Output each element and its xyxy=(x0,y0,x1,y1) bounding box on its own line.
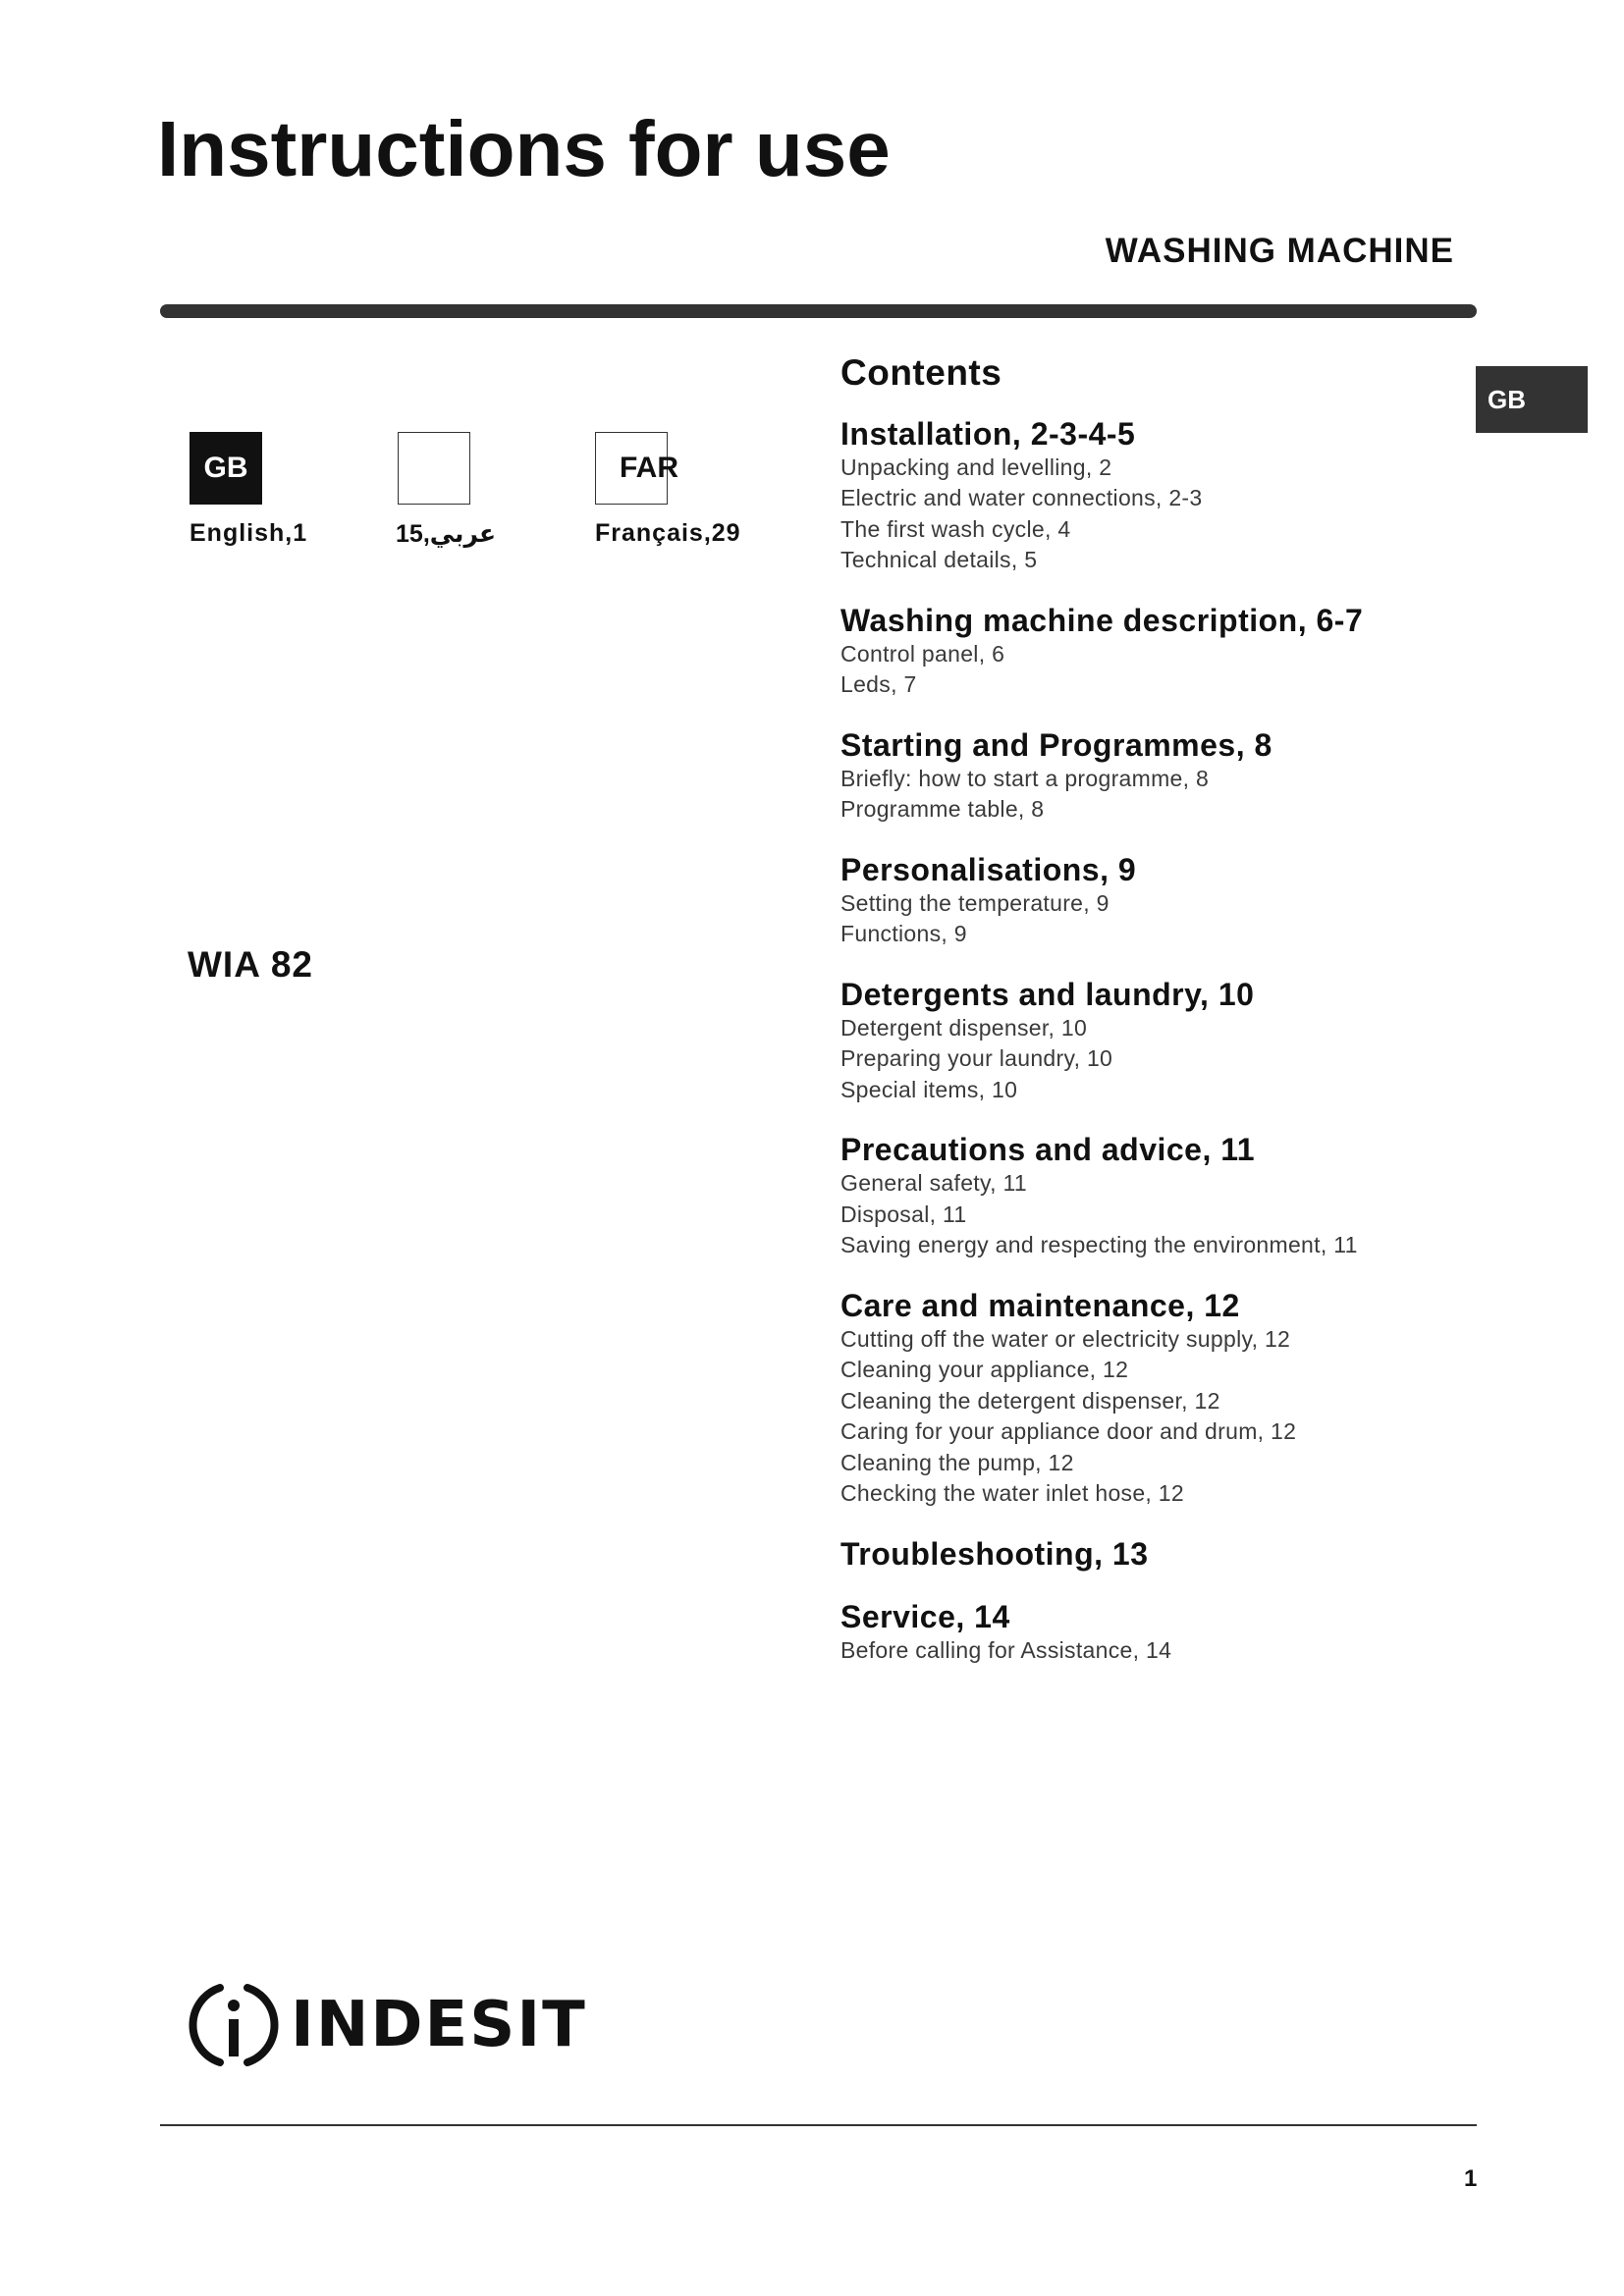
toc-item[interactable]: Control panel, 6 xyxy=(840,640,1005,667)
toc-section xyxy=(840,726,1469,826)
toc-section-title[interactable]: Personalisations, 9 xyxy=(840,851,1137,887)
toc-section xyxy=(840,1535,1469,1573)
language-box-far[interactable]: FAR xyxy=(595,432,668,505)
toc-section-title[interactable]: Troubleshooting, 13 xyxy=(840,1535,1149,1572)
language-label-arabic[interactable]: عربي,15 xyxy=(396,520,497,548)
toc-section-title[interactable]: Precautions and advice, 11 xyxy=(840,1132,1256,1168)
toc-item[interactable]: Special items, 10 xyxy=(840,1076,1018,1102)
header-divider xyxy=(160,304,1477,318)
logo-wordmark: INDESIT xyxy=(291,1989,587,2061)
toc-item[interactable]: Saving energy and respecting the environment, 11 xyxy=(840,1232,1358,1258)
table-of-contents xyxy=(840,353,1469,1691)
indesit-logo-icon xyxy=(187,1976,281,2074)
toc-item[interactable]: Detergent dispenser, 10 xyxy=(840,1014,1088,1041)
toc-section xyxy=(840,851,1469,950)
toc-section-title[interactable]: Care and maintenance, 12 xyxy=(840,1287,1240,1323)
toc-section xyxy=(840,1598,1469,1667)
toc-item[interactable]: Leds, 7 xyxy=(840,671,917,698)
page-number: 1 xyxy=(1464,2165,1478,2192)
toc-item[interactable]: Before calling for Assistance, 14 xyxy=(840,1636,1172,1663)
toc-item[interactable]: Programme table, 8 xyxy=(840,796,1045,823)
toc-item[interactable]: Unpacking and levelling, 2 xyxy=(840,454,1112,480)
toc-item[interactable]: Briefly: how to start a programme, 8 xyxy=(840,765,1210,791)
brand-logo xyxy=(187,1976,587,2074)
toc-item[interactable]: Disposal, 11 xyxy=(840,1201,967,1227)
toc-item[interactable]: The first wash cycle, 4 xyxy=(840,515,1071,542)
toc-section xyxy=(840,1287,1469,1510)
language-box-arabic[interactable] xyxy=(398,432,470,505)
language-box-gb[interactable]: GB xyxy=(189,432,262,505)
toc-item[interactable]: Cleaning the detergent dispenser, 12 xyxy=(840,1387,1220,1414)
language-label-english[interactable]: English,1 xyxy=(189,519,308,547)
page-title: Instructions for use xyxy=(157,105,891,192)
toc-item[interactable]: General safety, 11 xyxy=(840,1170,1027,1197)
toc-section-title[interactable]: Detergents and laundry, 10 xyxy=(840,976,1255,1012)
toc-item[interactable]: Setting the temperature, 9 xyxy=(840,889,1110,916)
toc-section-title[interactable]: Washing machine description, 6-7 xyxy=(840,602,1364,638)
toc-item[interactable]: Preparing your laundry, 10 xyxy=(840,1045,1113,1072)
model-number: WIA 82 xyxy=(188,944,313,985)
toc-section xyxy=(840,1131,1469,1261)
product-subtitle: WASHING MACHINE xyxy=(1105,232,1454,270)
toc-section xyxy=(840,415,1469,576)
toc-section-title[interactable]: Service, 14 xyxy=(840,1598,1010,1634)
toc-item[interactable]: Electric and water connections, 2-3 xyxy=(840,485,1203,511)
toc-item[interactable]: Technical details, 5 xyxy=(840,547,1038,573)
language-side-tab: GB xyxy=(1476,366,1588,433)
language-label-french[interactable]: Français,29 xyxy=(595,519,741,547)
toc-item[interactable]: Cutting off the water or electricity supply, 12 xyxy=(840,1325,1291,1352)
toc-section-title[interactable]: Installation, 2-3-4-5 xyxy=(840,415,1136,452)
toc-section xyxy=(840,976,1469,1106)
toc-sections xyxy=(840,415,1469,1667)
toc-item[interactable]: Cleaning your appliance, 12 xyxy=(840,1357,1129,1383)
footer-divider xyxy=(160,2124,1477,2126)
toc-section xyxy=(840,602,1469,701)
toc-item[interactable]: Caring for your appliance door and drum, 12 xyxy=(840,1418,1297,1445)
toc-item[interactable]: Cleaning the pump, 12 xyxy=(840,1449,1074,1475)
contents-heading: Contents xyxy=(840,352,1002,393)
toc-item[interactable]: Functions, 9 xyxy=(840,921,967,947)
toc-item[interactable]: Checking the water inlet hose, 12 xyxy=(840,1480,1184,1507)
toc-section-title[interactable]: Starting and Programmes, 8 xyxy=(840,726,1272,763)
